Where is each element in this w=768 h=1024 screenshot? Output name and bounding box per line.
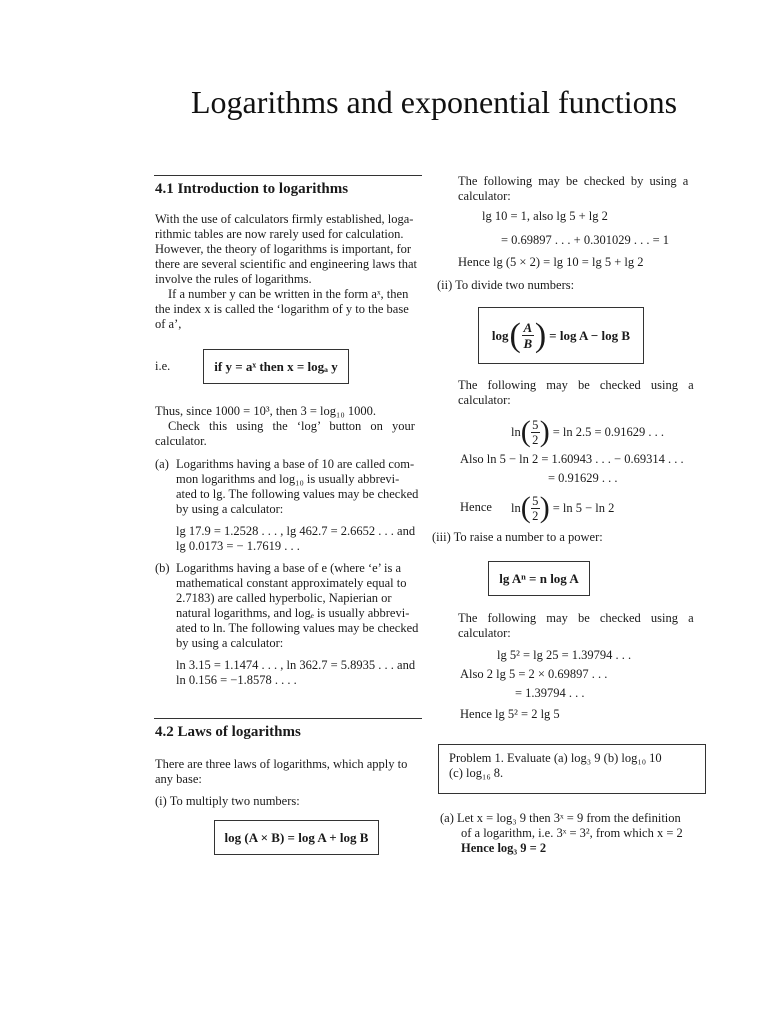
fraction-numerator: 5 [532,493,539,508]
fraction-denominator: 2 [532,432,539,447]
quotient-law-box [478,307,644,364]
ie-label: i.e. [155,359,171,373]
ln-suffix: = ln 5 − ln 2 [552,500,615,515]
ln-equation [511,412,664,452]
paragraph-line: any base: [155,772,202,786]
solution-line: (a) Let x = log₃ 9 then 3ˣ = 9 from the definition [440,811,681,825]
section-rule [154,718,422,719]
list-item-a-value: lg 17.9 = 1.2528 . . . , lg 462.7 = 2.6652 . . . and [176,524,416,538]
section-rule [154,175,422,176]
list-item-b-line: ated to ln. The following values may be checked [176,621,419,635]
list-item-b-line: Logarithms having a base of e (where ‘e’ is a [176,561,402,575]
list-item-b-line: mathematical constant approximately equal to [176,576,407,590]
paragraph-line: involve the rules of logarithms. [155,272,312,286]
hence-label: Hence [460,500,492,514]
fraction [531,494,540,523]
list-item-b-line: 2.7183) are called hyperbolic, Napierian or [176,591,392,605]
paren-open: ( [520,491,531,524]
fraction-denominator: B [523,336,533,351]
problem-line: (c) log₁₆ 8. [449,766,504,780]
paragraph-line: The following may be checked by using a [458,174,689,188]
paragraph-line: there are several scientific and engineering laws that [155,257,418,271]
list-item-b-line: natural logarithms, and logₑ is usually abbrevi- [176,606,410,620]
paragraph-line: calculator: [458,393,511,407]
list-item-b-line: by using a calculator: [176,636,284,650]
paragraph-line: The following may be checked using a [458,611,694,625]
list-item-a-value: lg 0.0173 = − 1.7619 . . . [176,539,300,553]
paragraph-line: Thus, since 1000 = 10³, then 3 = log₁₀ 1000. [155,404,376,418]
list-item-a-line: ated to lg. The following values may be checked [176,487,419,501]
paragraph-line: calculator. [155,434,207,448]
paragraph-line: However, the theory of logarithms is important, for [155,242,412,256]
list-label-i: (i) To multiply two numbers: [155,794,300,808]
paragraph-line: of a’, [155,317,182,331]
list-item-a-line: by using a calculator: [176,502,284,516]
equation-line: lg 5² = lg 25 = 1.39794 . . . [497,648,632,662]
product-law-box: log (A × B) = log A + log B [214,820,379,855]
paragraph-line: the index x is called the ‘logarithm of y to the base [155,302,409,316]
paragraph-line: calculator: [458,189,511,203]
list-label-b: (b) [155,561,170,575]
ln-equation [511,488,614,528]
section-heading-4-2: 4.2 Laws of logarithms [155,724,301,740]
fraction [531,418,540,447]
solution-line: of a logarithm, i.e. 3ˣ = 3², from which x = 2 [461,826,683,840]
log-definition-box: if y = aˣ then x = logₐ y [203,349,349,384]
box-log-suffix: = log A − log B [549,327,631,343]
paragraph-line: Check this using the ‘log’ button on your [168,419,415,433]
power-law-box: lg Aⁿ = n log A [488,561,590,596]
problem-box [438,744,706,794]
list-item-a-line: Logarithms having a base of 10 are called com- [176,457,415,471]
list-label-a: (a) [155,457,169,471]
ln-prefix: ln [511,424,521,439]
ln-suffix: = ln 2.5 = 0.91629 . . . [552,424,665,439]
paragraph-line: The following may be checked using a [458,378,694,392]
equation-line: = 1.39794 . . . [515,686,585,700]
fraction-denominator: 2 [532,508,539,523]
fraction-numerator: 5 [532,417,539,432]
problem-line: Problem 1. Evaluate (a) log₃ 9 (b) log₁₀ 10 [449,751,662,765]
equation-line: Hence lg 5² = 2 lg 5 [460,707,560,721]
paragraph-line: calculator: [458,626,511,640]
ln-prefix: ln [511,500,521,515]
list-label-ii: (ii) To divide two numbers: [437,278,575,292]
solution-line: Hence log₃ 9 = 2 [461,841,547,855]
section-heading-4-1: 4.1 Introduction to logarithms [155,181,349,197]
paren-close: ) [534,316,547,354]
box-log-prefix: log [491,327,509,343]
paren-close: ) [539,491,550,524]
paragraph-line: There are three laws of logarithms, which apply to [155,757,408,771]
fraction-numerator: A [523,320,533,335]
fraction [522,320,534,351]
list-item-b-value: ln 0.156 = −1.8578 . . . . [176,673,297,687]
paren-open: ( [509,316,521,354]
equation-line: Also ln 5 − ln 2 = 1.60943 . . . − 0.69314 . . . [460,452,684,466]
list-item-b-value: ln 3.15 = 1.1474 . . . , ln 362.7 = 5.8935 . . . and [176,658,416,672]
equation-line: Also 2 lg 5 = 2 × 0.69897 . . . [460,667,608,681]
paragraph-line: If a number y can be written in the form aˣ, then [168,287,409,301]
equation-line: = 0.69897 . . . + 0.301029 . . . = 1 [501,233,670,247]
list-item-a-line: mon logarithms and log₁₀ is usually abbrevi- [176,472,400,486]
paragraph-line: rithmic tables are now rarely used for calculation. [155,227,404,241]
equation-line: lg 10 = 1, also lg 5 + lg 2 [482,209,608,223]
equation-line: = 0.91629 . . . [548,471,618,485]
paren-open: ( [520,415,531,448]
paragraph-line: With the use of calculators firmly established, loga- [155,212,414,226]
equation-line: Hence lg (5 × 2) = lg 10 = lg 5 + lg 2 [458,255,644,269]
list-label-iii: (iii) To raise a number to a power: [432,530,603,544]
paren-close: ) [539,415,550,448]
page-title: Logarithms and exponential functions [191,84,678,120]
